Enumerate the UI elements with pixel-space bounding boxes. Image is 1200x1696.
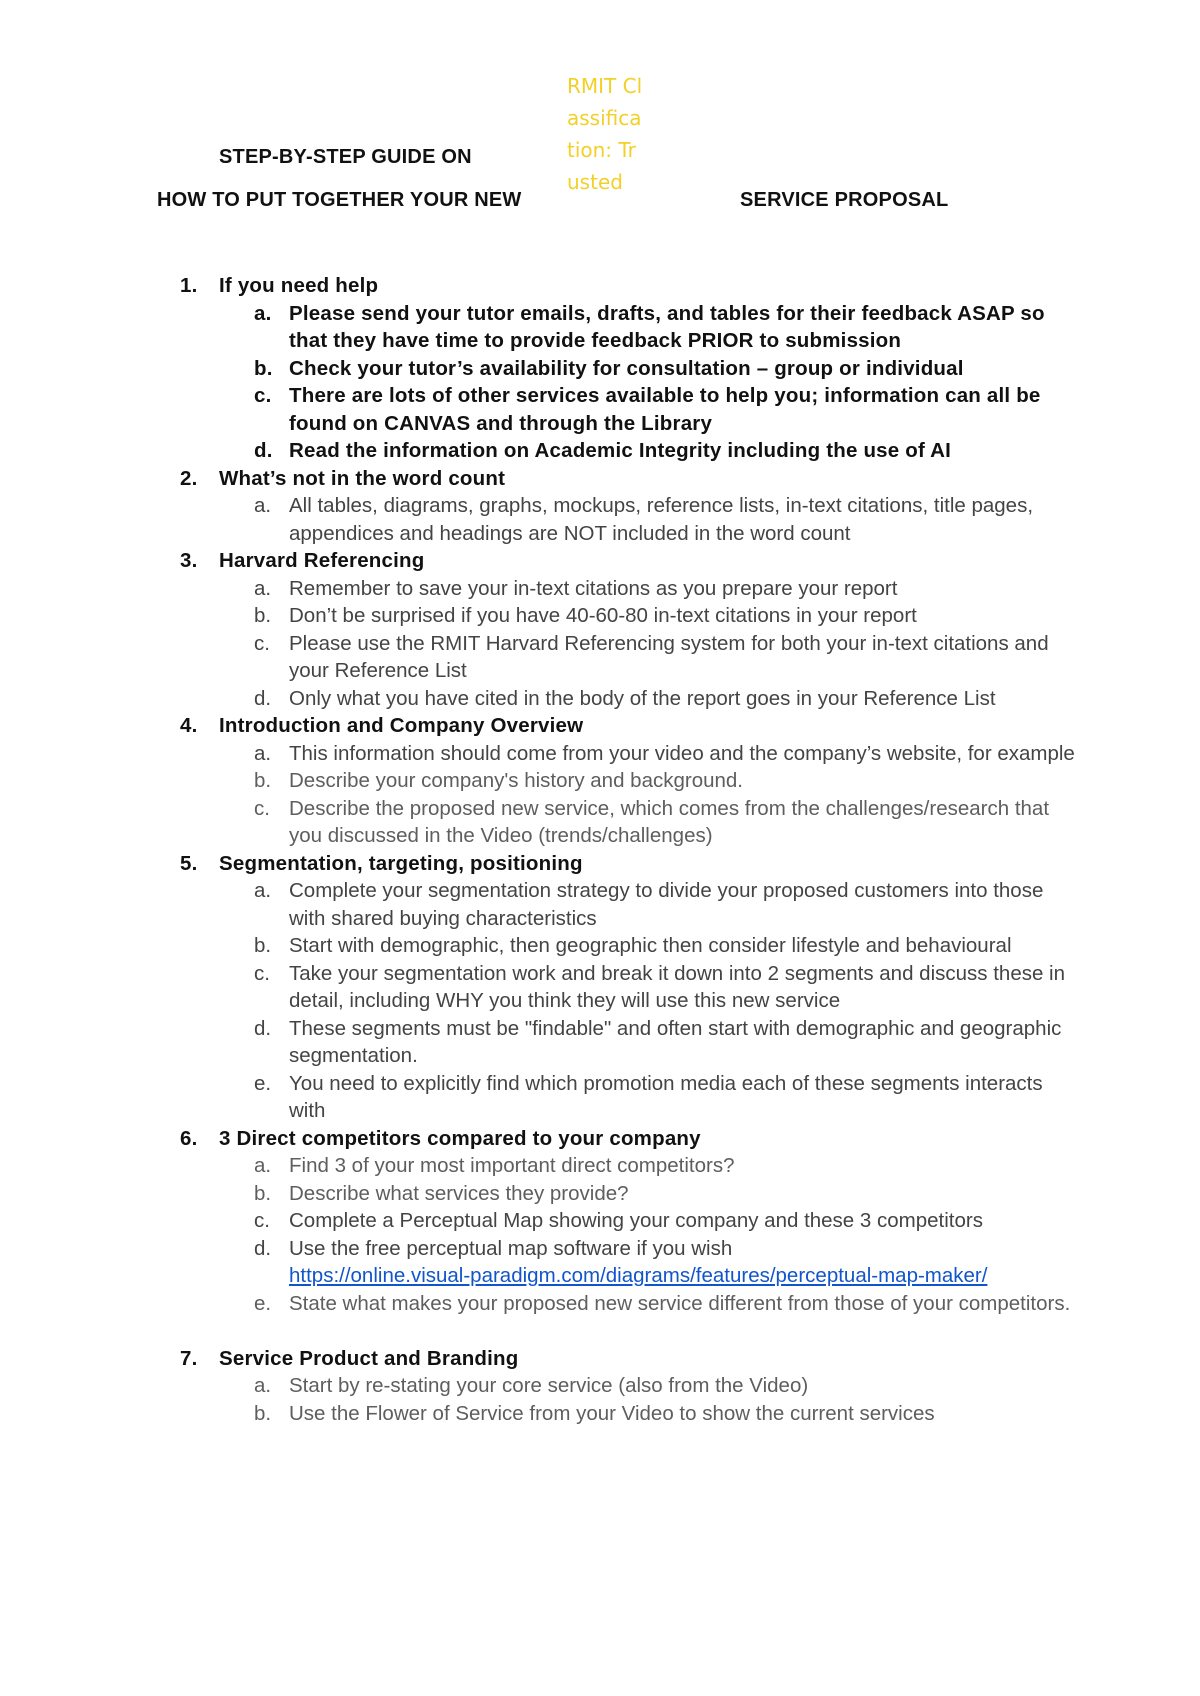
item-content bbox=[289, 382, 1080, 437]
item-letter: c. bbox=[254, 961, 270, 985]
item-content bbox=[289, 740, 1080, 768]
item-letter: b. bbox=[254, 769, 272, 792]
item-content bbox=[289, 1180, 1080, 1208]
item-content bbox=[289, 575, 1080, 603]
list-item bbox=[254, 1235, 1080, 1290]
item-content bbox=[289, 1207, 1080, 1235]
item-text: Please send your tutor emails, drafts, and tables for their feedback ASAP so that they have time to provide feedback PRIOR to submission bbox=[289, 301, 1045, 352]
item-letter: c. bbox=[254, 631, 270, 655]
item-letter: e. bbox=[254, 1291, 272, 1315]
item-text: You need to explicitly find which promotion media each of these segments interacts with bbox=[289, 1071, 1043, 1122]
list-item bbox=[254, 767, 1080, 795]
list-item bbox=[254, 795, 1080, 850]
item-text: Please use the RMIT Harvard Referencing system for both your in-text citations and your Reference List bbox=[289, 631, 1049, 682]
item-content bbox=[289, 630, 1080, 685]
item-text: Remember to save your in-text citations as you prepare your report bbox=[289, 576, 898, 600]
item-content bbox=[289, 1372, 1080, 1400]
title-line-2-left: HOW TO PUT TOGETHER YOUR NEW bbox=[157, 189, 522, 211]
item-content bbox=[289, 1235, 1080, 1290]
list-item bbox=[254, 1290, 1080, 1318]
item-content bbox=[289, 685, 1080, 713]
item-letter: a. bbox=[254, 576, 272, 600]
item-letter: a. bbox=[254, 301, 272, 325]
item-letter: e. bbox=[254, 1071, 272, 1095]
item-letter: d. bbox=[254, 1236, 272, 1260]
section-heading bbox=[180, 1125, 1080, 1153]
section-title: 3 Direct competitors compared to your company bbox=[219, 1126, 701, 1150]
item-content bbox=[289, 1290, 1080, 1318]
item-text: Complete your segmentation strategy to divide your proposed customers into those with shared buying characteristics bbox=[289, 879, 1044, 930]
item-text: These segments must be "findable" and often start with demographic and geographic segmentation. bbox=[289, 1016, 1062, 1067]
classification-label: RMIT Classification: Trusted bbox=[567, 74, 643, 194]
item-letter: b. bbox=[254, 1181, 272, 1205]
section-number: 3. bbox=[180, 549, 198, 572]
section-number: 5. bbox=[180, 851, 198, 875]
item-content bbox=[289, 492, 1080, 547]
list-item bbox=[254, 1152, 1080, 1180]
list-item bbox=[254, 960, 1080, 1015]
item-text: There are lots of other services available to help you; information can all be found on CANVAS and through the Library bbox=[289, 384, 1041, 435]
list-item bbox=[254, 1070, 1080, 1125]
item-content bbox=[289, 767, 1080, 795]
item-content bbox=[289, 437, 1080, 465]
item-text: Check your tutor’s availability for consultation – group or individual bbox=[289, 356, 964, 380]
section-title: Introduction and Company Overview bbox=[219, 714, 584, 737]
section-title: Harvard Referencing bbox=[219, 549, 425, 572]
list-item bbox=[254, 355, 1080, 383]
item-letter: a. bbox=[254, 1154, 272, 1177]
list-item bbox=[254, 1207, 1080, 1235]
item-content bbox=[289, 602, 1080, 630]
list-item bbox=[254, 685, 1080, 713]
list-item bbox=[254, 492, 1080, 547]
title-line-1: STEP-BY-STEP GUIDE ON bbox=[219, 146, 472, 168]
item-content bbox=[289, 877, 1080, 932]
section-title: What’s not in the word count bbox=[219, 466, 506, 490]
item-letter: b. bbox=[254, 356, 273, 380]
section-heading bbox=[180, 272, 1080, 300]
item-text: Start by re-stating your core service (also from the Video) bbox=[289, 1374, 809, 1397]
list-item bbox=[254, 575, 1080, 603]
section-title: If you need help bbox=[219, 274, 379, 297]
item-content bbox=[289, 1400, 1080, 1428]
item-text: Use the Flower of Service from your Video to show the current services bbox=[289, 1401, 935, 1425]
section-title: Service Product and Branding bbox=[219, 1346, 519, 1370]
list-item bbox=[254, 932, 1080, 960]
item-text: Don’t be surprised if you have 40-60-80 in-text citations in your report bbox=[289, 604, 917, 627]
list-item bbox=[254, 1372, 1080, 1400]
item-content bbox=[289, 795, 1080, 850]
item-text: Describe what services they provide? bbox=[289, 1181, 629, 1205]
list-item bbox=[254, 877, 1080, 932]
item-letter: b. bbox=[254, 604, 272, 627]
section-number: 7. bbox=[180, 1346, 198, 1370]
section-title: Segmentation, targeting, positioning bbox=[219, 851, 583, 875]
section-heading bbox=[180, 1345, 1080, 1373]
item-content bbox=[289, 1070, 1080, 1125]
item-letter: a. bbox=[254, 1374, 272, 1397]
list-item bbox=[254, 1180, 1080, 1208]
section-number: 6. bbox=[180, 1126, 198, 1150]
item-letter: d. bbox=[254, 686, 272, 710]
item-text: All tables, diagrams, graphs, mockups, reference lists, in-text citations, title pages, appendices and headings are NOT included in the word count bbox=[289, 494, 1034, 545]
item-letter: c. bbox=[254, 796, 270, 820]
item-letter: d. bbox=[254, 1016, 272, 1040]
item-letter: a. bbox=[254, 494, 272, 517]
list-item bbox=[254, 382, 1080, 437]
list-item bbox=[254, 437, 1080, 465]
item-letter: b. bbox=[254, 1401, 272, 1425]
item-text: Start with demographic, then geographic then consider lifestyle and behavioural bbox=[289, 934, 1012, 957]
item-text: State what makes your proposed new service different from those of your competitors. bbox=[289, 1291, 1071, 1315]
list-item bbox=[254, 1400, 1080, 1428]
item-letter: c. bbox=[254, 1209, 270, 1232]
item-content bbox=[289, 1152, 1080, 1180]
item-content bbox=[289, 300, 1080, 355]
item-text: Describe your company's history and background. bbox=[289, 769, 744, 792]
item-text: This information should come from your video and the company’s website, for example bbox=[289, 741, 1075, 765]
list-item bbox=[254, 602, 1080, 630]
item-content bbox=[289, 1015, 1080, 1070]
perceptual-map-link[interactable]: https://online.visual-paradigm.com/diagrams/features/perceptual-map-maker/ bbox=[289, 1264, 988, 1287]
item-text: Only what you have cited in the body of the report goes in your Reference List bbox=[289, 686, 996, 710]
section-number: 2. bbox=[180, 466, 198, 490]
item-letter: d. bbox=[254, 439, 273, 462]
item-letter: b. bbox=[254, 934, 272, 957]
item-text: Take your segmentation work and break it down into 2 segments and discuss these in detail, including WHY you think they will use this new service bbox=[289, 961, 1066, 1012]
section-number: 4. bbox=[180, 714, 198, 737]
title-line-2-right: SERVICE PROPOSAL bbox=[740, 189, 949, 211]
list-item bbox=[254, 740, 1080, 768]
section-gap bbox=[180, 1317, 1080, 1345]
item-text: Find 3 of your most important direct competitors? bbox=[289, 1154, 735, 1177]
item-letter: a. bbox=[254, 741, 272, 765]
guide-list bbox=[180, 272, 1080, 1427]
item-letter: a. bbox=[254, 879, 272, 902]
item-text: Read the information on Academic Integrity including the use of AI bbox=[289, 439, 952, 462]
section-heading bbox=[180, 547, 1080, 575]
list-item bbox=[254, 630, 1080, 685]
item-content bbox=[289, 355, 1080, 383]
list-item bbox=[254, 300, 1080, 355]
item-letter: c. bbox=[254, 384, 272, 407]
item-text: Complete a Perceptual Map showing your company and these 3 competitors bbox=[289, 1209, 983, 1232]
item-content bbox=[289, 960, 1080, 1015]
section-number: 1. bbox=[180, 274, 198, 297]
item-text: Use the free perceptual map software if you wish bbox=[289, 1236, 733, 1260]
section-heading bbox=[180, 465, 1080, 493]
item-text: Describe the proposed new service, which comes from the challenges/research that you discussed in the Video (trends/challenges) bbox=[289, 796, 1050, 847]
section-heading bbox=[180, 712, 1080, 740]
section-heading bbox=[180, 850, 1080, 878]
list-item bbox=[254, 1015, 1080, 1070]
item-content bbox=[289, 932, 1080, 960]
